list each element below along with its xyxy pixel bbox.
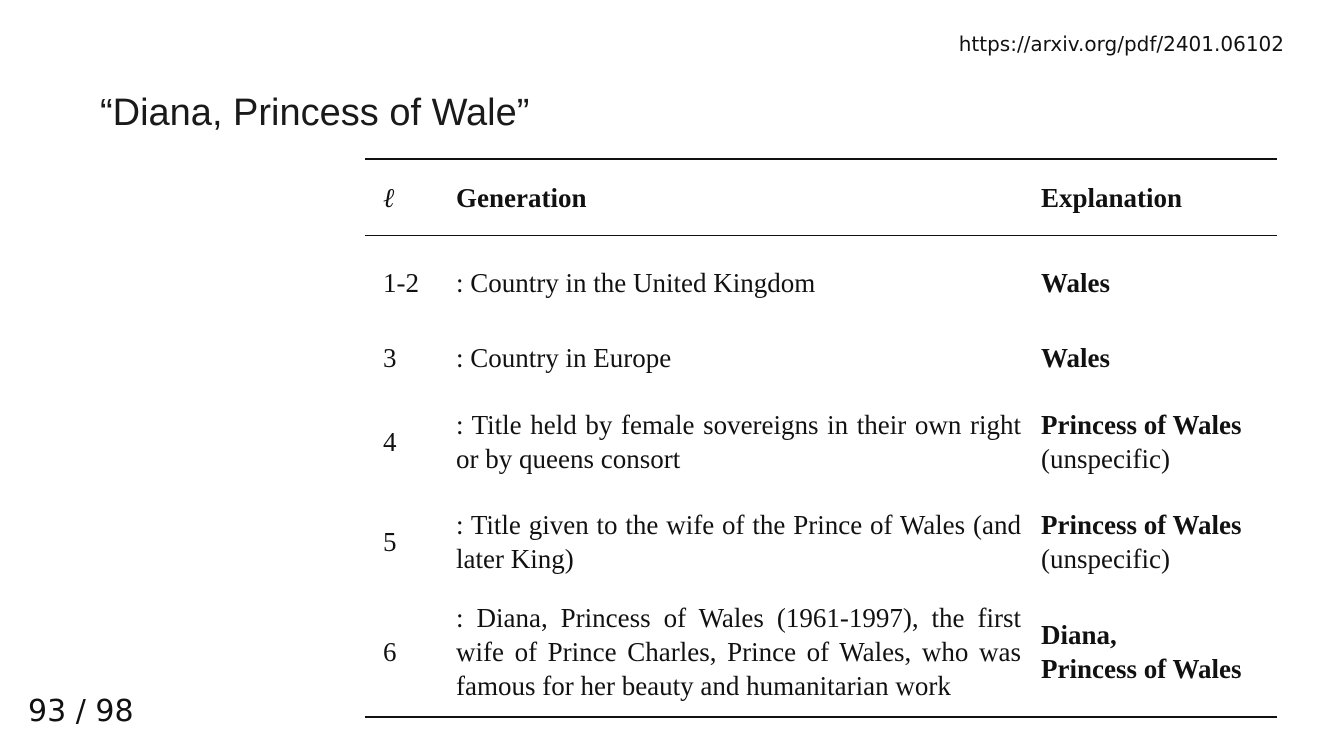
- table-row: [365, 496, 1277, 588]
- explanation-bold: Diana,: [1041, 620, 1117, 650]
- explanation-bold: Wales: [1041, 343, 1111, 373]
- table-row: [365, 328, 1277, 388]
- table-row: [365, 388, 1277, 496]
- layer-cell: 5: [383, 527, 397, 557]
- generation-cell: : Country in the United Kingdom: [456, 268, 816, 298]
- generation-cell: : Diana, Princess of Wales (1961-1997), the first wife of Prince Charles, Prince of Wales, who was famous for her beauty and humanitarian work: [456, 603, 1021, 701]
- explanation-cell: [1041, 618, 1277, 686]
- generation-cell: : Title given to the wife of the Prince of Wales (and later King): [456, 510, 1021, 574]
- explanation-cell: [1041, 341, 1277, 375]
- column-header-generation: Generation: [456, 182, 587, 213]
- explanation-cell: [1041, 508, 1277, 576]
- column-header-explanation: Explanation: [1041, 182, 1183, 213]
- explanation-bold: Princess of Wales: [1041, 410, 1242, 440]
- source-url[interactable]: https://arxiv.org/pdf/2401.06102: [958, 32, 1284, 56]
- layer-cell: 4: [383, 427, 397, 457]
- explanation-note: (unspecific): [1041, 444, 1170, 474]
- explanation-cell: [1041, 266, 1277, 300]
- table-row: [365, 236, 1277, 328]
- table-row: [365, 588, 1277, 716]
- generation-cell: : Country in Europe: [456, 343, 672, 373]
- layer-cell: 1-2: [383, 268, 419, 298]
- explanation-bold: Princess of Wales: [1041, 654, 1242, 684]
- table-bottom-rule: [365, 716, 1277, 718]
- results-table: [365, 158, 1277, 718]
- explanation-bold: Wales: [1041, 268, 1111, 298]
- layer-cell: 6: [383, 637, 397, 667]
- table-header-row: [365, 160, 1277, 235]
- layer-cell: 3: [383, 343, 397, 373]
- explanation-cell: [1041, 408, 1277, 476]
- generation-cell: : Title held by female sovereigns in their own right or by queens consort: [456, 410, 1021, 474]
- slide-title: “Diana, Princess of Wale”: [100, 92, 530, 134]
- explanation-note: (unspecific): [1041, 544, 1170, 574]
- explanation-bold: Princess of Wales: [1041, 510, 1242, 540]
- page-counter: 93 / 98: [28, 694, 134, 729]
- column-header-layer: ℓ: [383, 182, 395, 213]
